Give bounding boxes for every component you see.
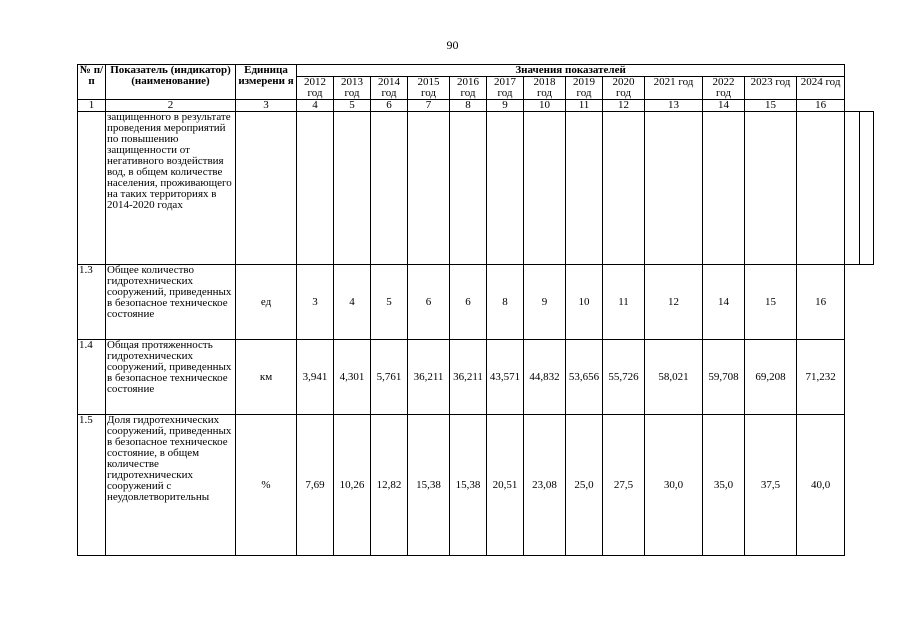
header-year: 2013 год xyxy=(334,77,371,100)
row-index: 1.5 xyxy=(78,415,106,556)
row-indicator-name: Общее количество гидротехнических сооружений, приведенных в безопасное техническое состояние xyxy=(106,265,236,340)
row-index: 1.3 xyxy=(78,265,106,340)
row-value: 40,0 xyxy=(797,415,845,556)
row-value: 15,38 xyxy=(408,415,450,556)
row-value: 6 xyxy=(408,265,450,340)
header-year: 2019 год xyxy=(566,77,603,100)
column-number: 8 xyxy=(450,100,487,112)
header-year: 2015 год xyxy=(408,77,450,100)
column-number: 15 xyxy=(745,100,797,112)
row-index: 1.4 xyxy=(78,340,106,415)
row-value: 53,656 xyxy=(566,340,603,415)
row-index xyxy=(78,112,106,265)
column-number: 14 xyxy=(703,100,745,112)
row-value: 12,82 xyxy=(371,415,408,556)
row-value: 30,0 xyxy=(645,415,703,556)
row-value: 27,5 xyxy=(603,415,645,556)
row-value: 7,69 xyxy=(297,415,334,556)
page-number: 90 xyxy=(446,38,459,52)
row-value: 58,021 xyxy=(645,340,703,415)
row-value: 14 xyxy=(703,265,745,340)
header-year: 2018 год xyxy=(524,77,566,100)
row-value: 11 xyxy=(603,265,645,340)
row-value: 5 xyxy=(371,265,408,340)
row-value: 5,761 xyxy=(371,340,408,415)
row-value: 35,0 xyxy=(703,415,745,556)
column-number: 7 xyxy=(408,100,450,112)
header-year: 2020 год xyxy=(603,77,645,100)
header-year: 2016 год xyxy=(450,77,487,100)
column-numbers-row xyxy=(78,100,874,112)
header-year: 2024 год xyxy=(797,77,845,100)
row-value: 36,211 xyxy=(408,340,450,415)
row-value: 6 xyxy=(450,265,487,340)
row-value: 12 xyxy=(645,265,703,340)
row-value: 20,51 xyxy=(487,415,524,556)
row-value: 8 xyxy=(487,265,524,340)
row-value: 3 xyxy=(297,265,334,340)
column-number: 9 xyxy=(487,100,524,112)
row-value: 25,0 xyxy=(566,415,603,556)
row-value: 4 xyxy=(334,265,371,340)
row-value: 15,38 xyxy=(450,415,487,556)
column-number: 3 xyxy=(236,100,297,112)
column-number: 10 xyxy=(524,100,566,112)
header-year: 2021 год xyxy=(645,77,703,100)
column-number: 12 xyxy=(603,100,645,112)
row-value: 71,232 xyxy=(797,340,845,415)
column-number: 6 xyxy=(371,100,408,112)
row-value: 55,726 xyxy=(603,340,645,415)
header-year: 2014 год xyxy=(371,77,408,100)
header-year: 2023 год xyxy=(745,77,797,100)
row-value: 43,571 xyxy=(487,340,524,415)
row-unit: км xyxy=(236,340,297,415)
row-value: 37,5 xyxy=(745,415,797,556)
row-value: 36,211 xyxy=(450,340,487,415)
row-indicator-name: Общая протяженность гидротехнических сооружений, приведенных в безопасное техническое состояние xyxy=(106,340,236,415)
row-value: 10 xyxy=(566,265,603,340)
row-unit: % xyxy=(236,415,297,556)
row-indicator-name: Доля гидротехнических сооружений, приведенных в безопасное техническое состояние, в общем количестве гидротехнических сооружений с неудовлетворительны xyxy=(106,415,236,556)
column-number: 1 xyxy=(78,100,106,112)
row-value: 10,26 xyxy=(334,415,371,556)
header-unit: Единица измерени я xyxy=(236,65,297,100)
row-value: 9 xyxy=(524,265,566,340)
row-value: 16 xyxy=(797,265,845,340)
column-number: 5 xyxy=(334,100,371,112)
column-number: 4 xyxy=(297,100,334,112)
table-row xyxy=(78,265,874,340)
row-value: 44,832 xyxy=(524,340,566,415)
table-row xyxy=(78,415,874,556)
row-indicator-continuation: защищенного в результате проведения мероприятий по повышению защищенности от негативного воздействия вод, в общем количестве населения, проживающего на таких территориях в 2014-2020 годах xyxy=(106,112,236,265)
header-indicator: Показатель (индикатор) (наименование) xyxy=(106,65,236,100)
row-value: 4,301 xyxy=(334,340,371,415)
column-number: 11 xyxy=(566,100,603,112)
indicators-table xyxy=(77,64,874,556)
table-row-continuation xyxy=(78,112,874,265)
header-year: 2012 год xyxy=(297,77,334,100)
table-row xyxy=(78,340,874,415)
row-value: 3,941 xyxy=(297,340,334,415)
header-year: 2022 год xyxy=(703,77,745,100)
row-unit: ед xyxy=(236,265,297,340)
row-value: 69,208 xyxy=(745,340,797,415)
row-value: 59,708 xyxy=(703,340,745,415)
row-value: 15 xyxy=(745,265,797,340)
header-values-group: Значения показателей xyxy=(297,65,845,77)
header-no: № п/п xyxy=(78,65,106,100)
row-value: 23,08 xyxy=(524,415,566,556)
column-number: 2 xyxy=(106,100,236,112)
column-number: 16 xyxy=(797,100,845,112)
column-number: 13 xyxy=(645,100,703,112)
header-year: 2017 год xyxy=(487,77,524,100)
